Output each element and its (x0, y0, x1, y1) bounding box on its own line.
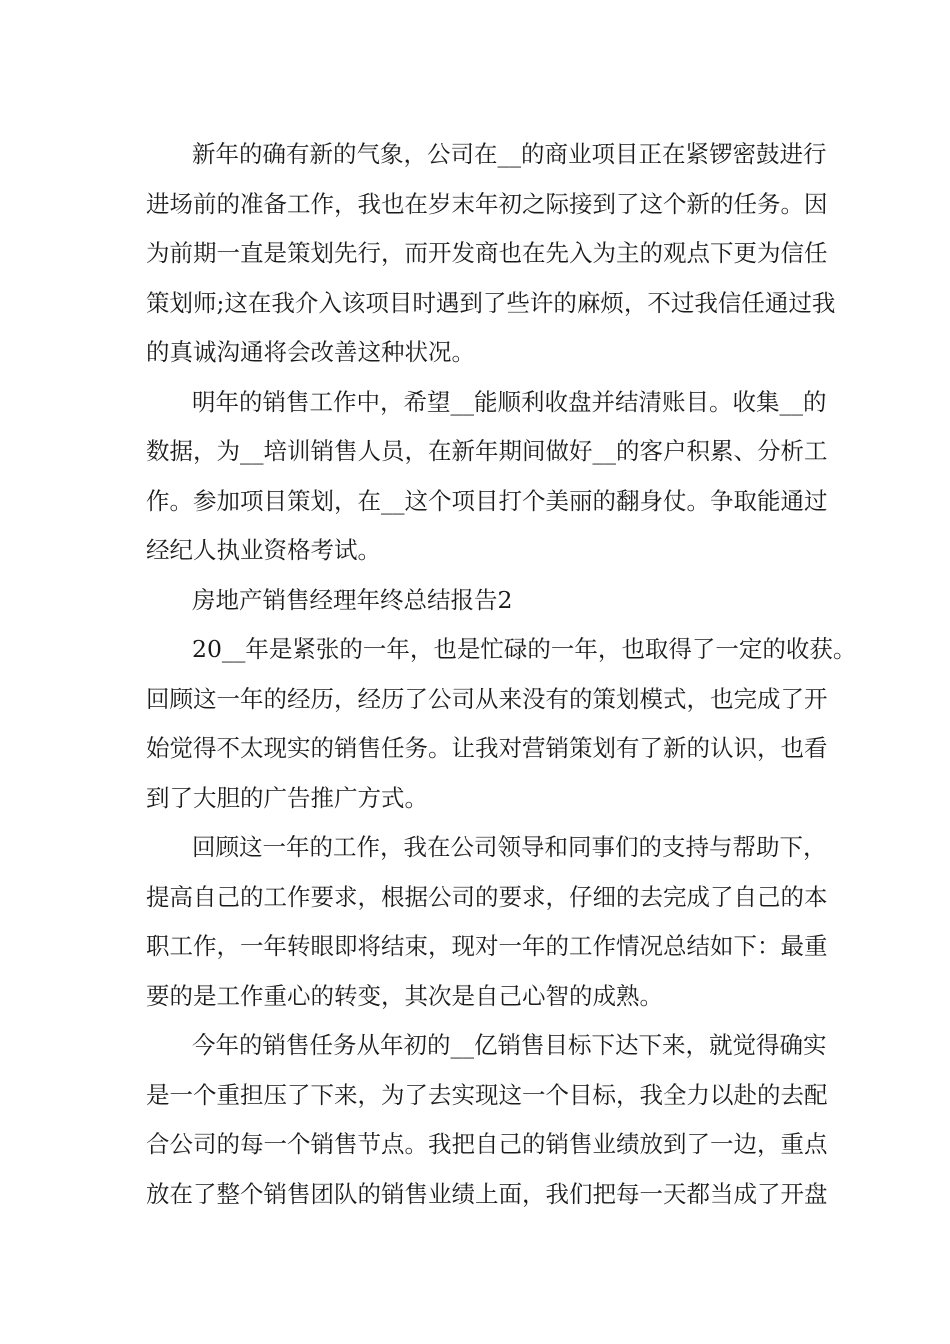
paragraph-3 (146, 625, 857, 823)
paragraph-line: 放在了整个销售团队的销售业绩上面，我们把每一天都当成了开盘 (146, 1179, 828, 1208)
paragraph-line: 为前期一直是策划先行，而开发商也在先入为主的观点下更为信任 (146, 239, 828, 267)
paragraph-line: 今年的销售任务从年初的__亿销售目标下达下来，就觉得确实 (192, 1031, 827, 1059)
paragraph-line: 作。参加项目策划，在__这个项目打个美丽的翻身仗。争取能通过 (146, 486, 828, 515)
section-heading (146, 576, 810, 626)
paragraph-line: 回顾这一年的工作，我在公司领导和同事们的支持与帮助下， (192, 833, 827, 861)
paragraph-line: 20__年是紧张的一年，也是忙碌的一年，也取得了一定的收获。 (192, 635, 857, 663)
paragraph-line: 是一个重担压了下来，为了去实现这一个目标，我全力以赴的去配 (146, 1080, 828, 1109)
paragraph-line: 策划师;这在我介入该项目时遇到了些许的麻烦，不过我信任通过我 (146, 288, 836, 317)
section-heading-text: 房地产销售经理年终总结报告2 (192, 585, 513, 614)
paragraph-line: 进场前的准备工作，我也在岁末年初之际接到了这个新的任务。因 (146, 189, 828, 218)
paragraph-line: 数据，为__培训销售人员，在新年期间做好__的客户积累、分析工 (146, 437, 828, 465)
paragraph-line: 回顾这一年的经历，经历了公司从来没有的策划模式，也完成了开 (146, 684, 828, 713)
paragraph-line: 经纪人执业资格考试。 (146, 536, 381, 564)
paragraph-line: 要的是工作重心的转变，其次是自己心智的成熟。 (146, 981, 663, 1010)
paragraph-line: 合公司的每一个销售节点。我把自己的销售业绩放到了一边，重点 (146, 1130, 828, 1158)
paragraph-line: 提高自己的工作要求，根据公司的要求，仔细的去完成了自己的本 (146, 882, 828, 911)
paragraph-line: 职工作，一年转眼即将结束，现对一年的工作情况总结如下：最重 (146, 932, 828, 960)
paragraph-line: 始觉得不太现实的销售任务。让我对营销策划有了新的认识，也看 (146, 734, 828, 762)
paragraph-2 (146, 378, 828, 576)
paragraph-5 (146, 1021, 828, 1219)
paragraph-1 (146, 130, 836, 378)
paragraph-line: 到了大胆的广告推广方式。 (146, 783, 428, 812)
paragraph-line: 明年的销售工作中，希望__能顺利收盘并结清账目。收集__的 (192, 387, 827, 416)
document-body (146, 130, 857, 1219)
paragraph-line: 的真诚沟通将会改善这种状况。 (146, 338, 475, 366)
paragraph-line: 新年的确有新的气象，公司在__的商业项目正在紧锣密鼓进行 (192, 140, 827, 168)
paragraph-4 (146, 823, 828, 1021)
